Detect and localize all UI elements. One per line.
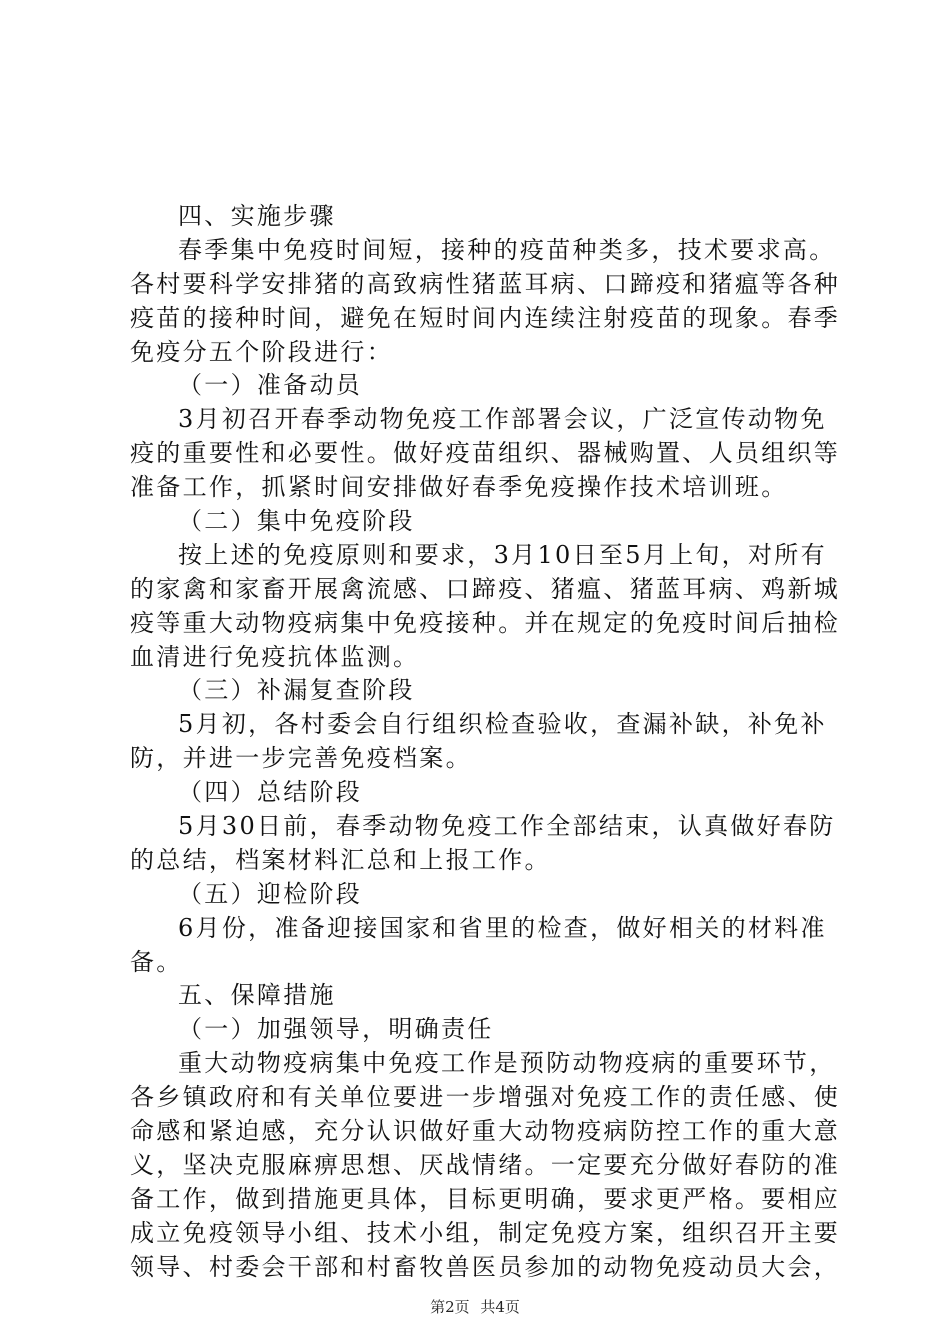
- text-line: 四、实施步骤: [178, 202, 336, 230]
- text-line: 免疫分五个阶段进行：: [130, 337, 393, 366]
- text-line: 各村要科学安排猪的高致病性猪蓝耳病、口蹄疫和猪瘟等各种: [130, 269, 841, 298]
- text-line: 疫的重要性和必要性。做好疫苗组织、器械购置、人员组织等: [130, 439, 841, 468]
- text-line: 5月30日前，春季动物免疫工作全部结束，认真做好春防: [178, 812, 836, 841]
- text-line: 五、保障措施: [178, 981, 336, 1010]
- text-line: 血清进行免疫抗体监测。: [130, 642, 420, 671]
- page-total: 共4页: [480, 1298, 520, 1316]
- text-line: 的家禽和家畜开展禽流感、口蹄疫、猪瘟、猪蓝耳病、鸡新城: [130, 574, 841, 603]
- text-line: 疫苗的接种时间，避免在短时间内连续注射疫苗的现象。春季: [130, 303, 841, 332]
- text-line: 的总结，档案材料汇总和上报工作。: [130, 845, 551, 874]
- page-number: 第2页: [430, 1298, 470, 1316]
- page-footer: [0, 1296, 950, 1317]
- text-line: 领导、村委会干部和村畜牧兽医员参加的动物免疫动员大会，: [130, 1252, 841, 1281]
- text-line: 3月初召开春季动物免疫工作部署会议，广泛宣传动物免: [178, 405, 827, 434]
- text-line: 成立免疫领导小组、技术小组，制定免疫方案，组织召开主要: [130, 1218, 841, 1247]
- text-line: 义，坚决克服麻痹思想、厌战情绪。一定要充分做好春防的准: [130, 1150, 841, 1179]
- text-line: （五）迎检阶段: [178, 879, 363, 908]
- text-line: 备。: [130, 947, 183, 976]
- text-line: 疫等重大动物疫病集中免疫接种。并在规定的免疫时间后抽检: [130, 608, 841, 637]
- text-line: （三）补漏复查阶段: [178, 676, 415, 705]
- text-line: 各乡镇政府和有关单位要进一步增强对免疫工作的责任感、使: [130, 1083, 841, 1112]
- text-line: 防，并进一步完善免疫档案。: [130, 744, 472, 773]
- text-line: 备工作，做到措施更具体，目标更明确，要求更严格。要相应: [130, 1184, 841, 1213]
- text-line: 5月初，各村委会自行组织检查验收，查漏补缺，补免补: [178, 710, 827, 739]
- text-line: （四）总结阶段: [178, 778, 363, 807]
- text-line: 重大动物疫病集中免疫工作是预防动物疫病的重要环节，: [178, 1049, 836, 1078]
- text-line: 按上述的免疫原则和要求，3月10日至5月上旬，对所有: [178, 540, 827, 569]
- text-line: 6月份，准备迎接国家和省里的检查，做好相关的材料准: [178, 913, 827, 942]
- text-line: 命感和紧迫感，充分认识做好重大动物疫病防控工作的重大意: [130, 1117, 841, 1146]
- document-body: [130, 200, 841, 1285]
- text-line: （一）准备动员: [178, 371, 363, 400]
- text-line: （一）加强领导，明确责任: [178, 1015, 494, 1044]
- text-line: 准备工作，抓紧时间安排做好春季免疫操作技术培训班。: [130, 473, 788, 502]
- text-line: 春季集中免疫时间短，接种的疫苗种类多，技术要求高。: [178, 235, 836, 264]
- text-line: （二）集中免疫阶段: [178, 507, 415, 536]
